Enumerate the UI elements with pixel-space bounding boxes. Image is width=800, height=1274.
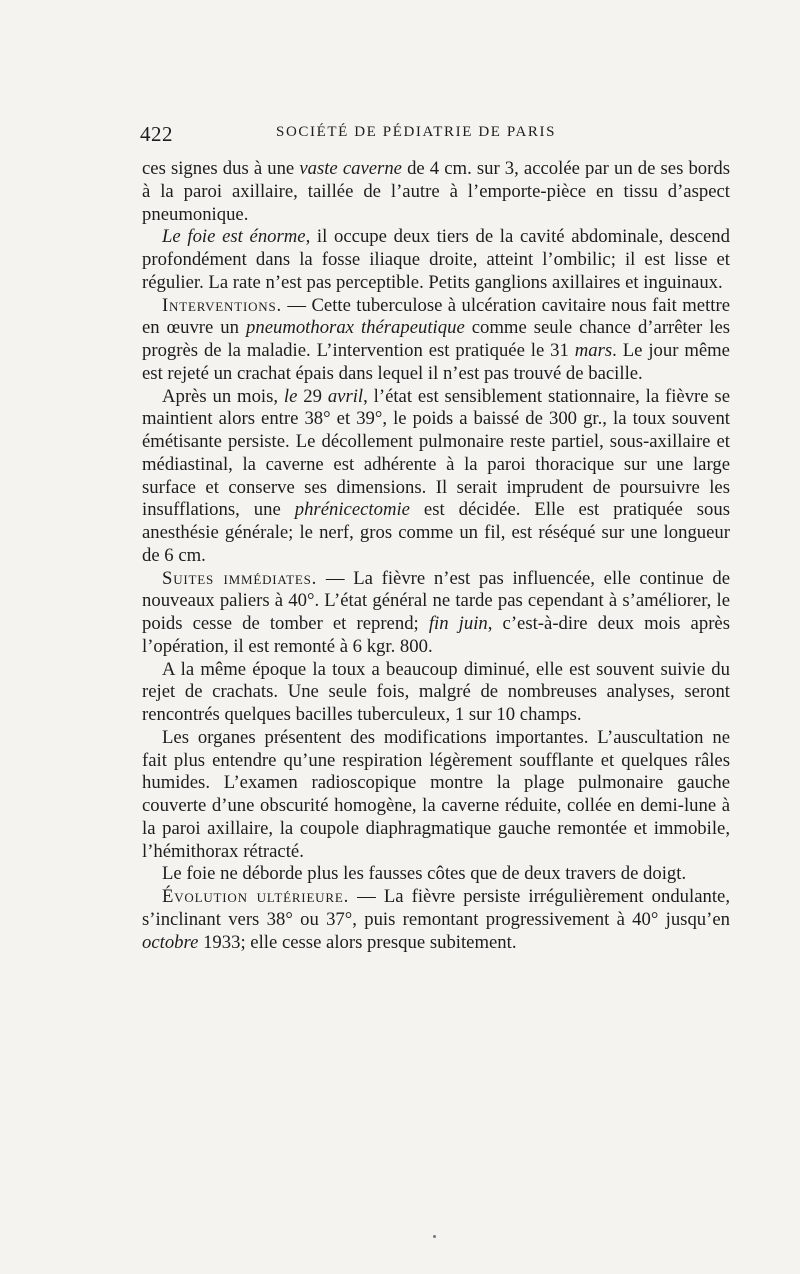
paragraph-1 xyxy=(142,158,730,226)
italic-run: vaste caverne xyxy=(299,158,402,179)
section-heading: Suites immédiates. xyxy=(162,567,318,589)
text-run: . Le jour même est rejeté un crachat épais dans lequel il n’est pas trouvé de bacille. xyxy=(142,340,730,384)
paragraph-7 xyxy=(142,727,730,864)
paragraph-2 xyxy=(142,226,730,294)
print-speck xyxy=(433,1235,436,1238)
text-run: 1933; elle cesse alors presque subitement. xyxy=(198,931,517,953)
text-run: ces signes dus à une xyxy=(142,158,300,179)
italic-run: le xyxy=(283,385,298,407)
text-run: Le foie ne déborde plus les fausses côtes que de deux travers de doigt. xyxy=(162,863,687,885)
paragraph-interventions xyxy=(142,295,730,386)
text-run: Après un mois, xyxy=(162,385,284,407)
italic-run: octobre xyxy=(142,931,199,953)
body-text xyxy=(142,158,730,954)
italic-run: Le foie est énorme xyxy=(162,226,306,248)
italic-run: avril xyxy=(327,385,364,407)
paragraph-4 xyxy=(142,386,730,568)
text-run: , c’est-à-dire deux mois après l’opération, il est remonté à 6 kgr. 800. xyxy=(142,613,730,657)
paragraph-suites-immediates xyxy=(142,568,730,659)
text-run: de 4 cm. sur 3, accolée par un de ses bords à la paroi axillaire, taillée de l’autre à l’emporte-pièce en tissu d’aspect pneumonique. xyxy=(142,158,730,225)
italic-run: mars xyxy=(574,340,613,361)
paragraph-evolution xyxy=(142,886,730,954)
text-run: Les organes présentent des modifications importantes. L’auscultation ne fait plus entendre qu’une respiration légèrement soufflante et quelques râles humides. L’examen radioscopique montre la plage pulmonaire gauche couverte d’une obscurité homogène, la caverne réduite, collée en demi-lune à la paroi axillaire, la coupole diaphragmatique gauche remontée et immobile, l’hémithorax rétracté. xyxy=(142,726,730,862)
text-run: — Cette tuberculose à ulcération cavitaire nous fait mettre en œuvre un xyxy=(142,294,730,339)
page-number: 422 xyxy=(140,122,173,146)
italic-run: phrénicectomie xyxy=(294,499,410,521)
text-run: — La fièvre n’est pas influencée, elle continue de nouveaux paliers à 40°. L’état général ne tarde pas cependant à s’améliorer, le poids cesse de tomber et reprend; xyxy=(142,567,730,634)
paragraph-6 xyxy=(142,659,730,727)
text-run: A la même époque la toux a beaucoup diminué, elle est souvent suivie du rejet de crachats. Une seule fois, malgré de nombreuses analyses, seront rencontrés quelques bacilles tuberculeux, 1 sur 10 champs. xyxy=(142,658,730,725)
section-heading: Évolution ultérieure. xyxy=(162,886,350,907)
text-run: , l’état est sensiblement stationnaire, la fièvre se maintient alors entre 38° et 39°, le poids a baissé de 300 gr., la toux souvent émétisante persiste. Le décollement pulmonaire reste partiel, sous-axillaire et médiastinal, la caverne est adhérente à la paroi thoracique sur une large surface et conserve ses dimensions. Il serait imprudent de poursuivre les insufflations, une xyxy=(142,385,730,521)
italic-run: fin juin xyxy=(428,613,488,634)
text-run: est décidée. Elle est pratiquée sous anesthésie générale; le nerf, gros comme un fil, est réséqué sur une longueur de 6 cm. xyxy=(142,499,730,566)
text-run: comme seule chance d’arrêter les progrès de la maladie. L’intervention est pratiquée le 31 xyxy=(142,317,731,361)
text-run: 29 xyxy=(297,385,328,407)
paragraph-8 xyxy=(142,863,730,886)
section-heading: Interventions. xyxy=(162,294,282,316)
text-run: , il occupe deux tiers de la cavité abdominale, descend profondément dans la fosse iliaque droite, atteint l’ombilic; il est lisse et régulier. La rate n’est pas perceptible. Petits ganglions axillaires et inguinaux. xyxy=(142,226,730,293)
running-title: SOCIÉTÉ DE PÉDIATRIE DE PARIS xyxy=(276,124,557,140)
text-run: — La fièvre persiste irrégulièrement ondulante, s’inclinant vers 38° ou 37°, puis remontant progressivement à 40° jusqu’en xyxy=(142,886,730,930)
italic-run: pneumothorax thérapeutique xyxy=(246,317,465,339)
